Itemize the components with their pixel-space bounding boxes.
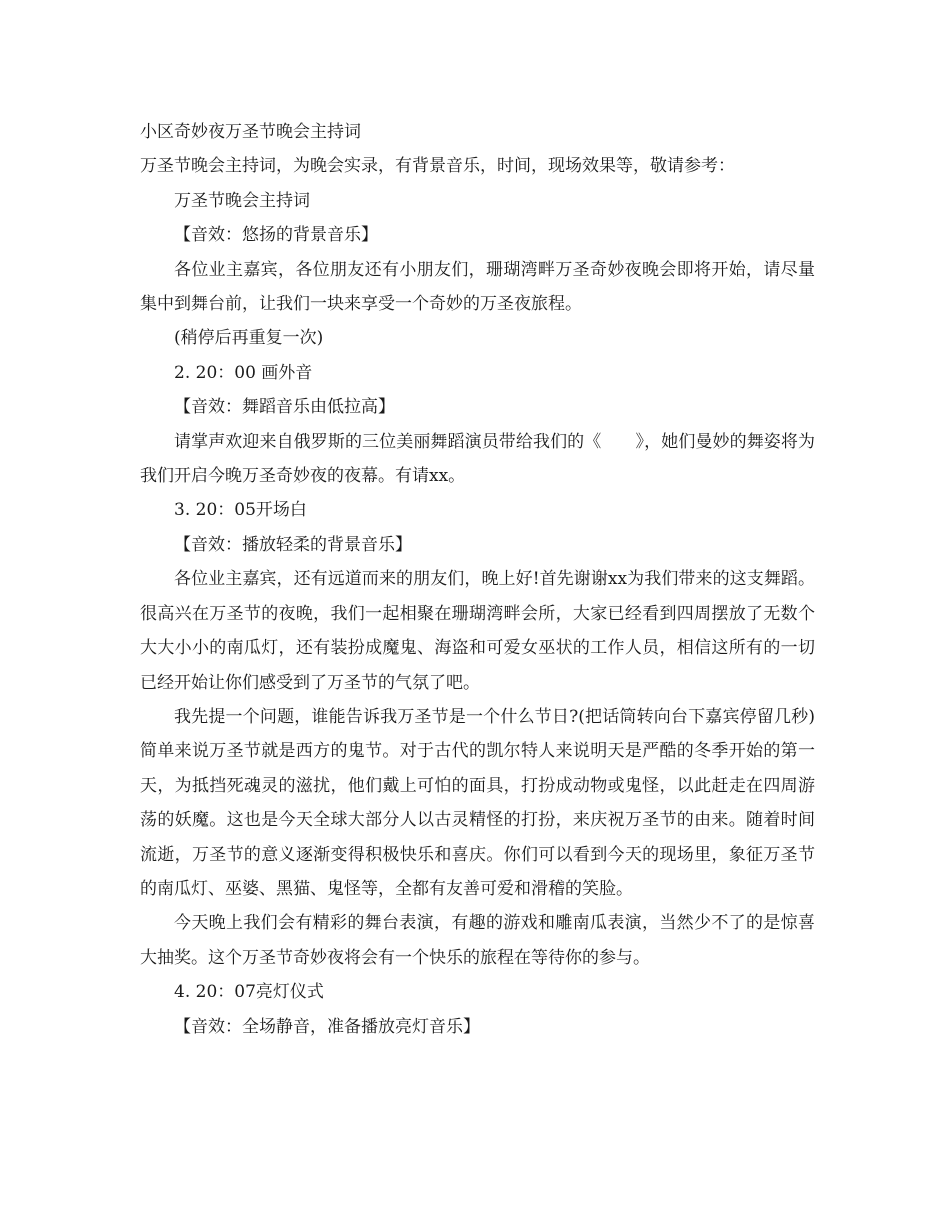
sound-effect-cue: 【音效：全场静音，准备播放亮灯音乐】 <box>174 1016 480 1037</box>
sound-effect-cue: 【音效：悠扬的背景音乐】 <box>174 225 378 246</box>
stage-direction: (稍停后再重复一次) <box>174 328 324 349</box>
host-paragraph: 今天晚上我们会有精彩的舞台表演，有趣的游戏和雕南瓜表演，当然少不了的是惊喜大抽奖。这个万圣节奇妙夜将会有一个快乐的旅程在等待你的参与。 <box>140 913 815 968</box>
section-heading: 4. 20：07亮灯仪式 <box>174 982 324 1003</box>
host-paragraph: 请掌声欢迎来自俄罗斯的三位美丽舞蹈演员带给我们的《 》，她们曼妙的舞姿将为我们开启今晚万圣奇妙夜的夜幕。有请xx。 <box>140 431 815 487</box>
section-heading: 3. 20：05开场白 <box>174 500 307 521</box>
document-intro: 万圣节晚会主持词，为晚会实录，有背景音乐，时间，现场效果等，敬请参考： <box>140 156 735 177</box>
sound-effect-cue: 【音效：舞蹈音乐由低拉高】 <box>174 397 395 418</box>
sound-effect-cue: 【音效：播放轻柔的背景音乐】 <box>174 534 412 555</box>
document-body <box>140 115 815 1044</box>
host-paragraph: 各位业主嘉宾，还有远道而来的朋友们，晚上好!首先谢谢xx为我们带来的这支舞蹈。很高兴在万圣节的夜晚，我们一起相聚在珊瑚湾畔会所，大家已经看到四周摆放了无数个大大小小的南瓜灯，还有装扮成魔鬼、海盗和可爱女巫状的工作人员，相信这所有的一切已经开始让你们感受到了万圣节的气氛了吧。 <box>140 569 815 693</box>
section-heading: 2. 20：00 画外音 <box>174 362 313 383</box>
host-paragraph: 我先提一个问题，谁能告诉我万圣节是一个什么节日?(把话筒转向台下嘉宾停留几秒)简单来说万圣节就是西方的鬼节。对于古代的凯尔特人来说明天是严酷的冬季开始的第一天，为抵挡死魂灵的滋扰，他们戴上可怕的面具，打扮成动物或鬼怪，以此赶走在四周游荡的妖魔。这也是今天全球大部分人以古灵精怪的打扮，来庆祝万圣节的由来。随着时间流逝，万圣节的意义逐渐变得积极快乐和喜庆。你们可以看到今天的现场里，象征万圣节的南瓜灯、巫婆、黑猫、鬼怪等，全都有友善可爱和滑稽的笑脸。 <box>140 706 815 899</box>
document-title: 小区奇妙夜万圣节晚会主持词 <box>140 122 361 142</box>
host-paragraph: 各位业主嘉宾，各位朋友还有小朋友们，珊瑚湾畔万圣奇妙夜晚会即将开始，请尽量集中到舞台前，让我们一块来享受一个奇妙的万圣夜旅程。 <box>140 259 815 315</box>
document-subtitle: 万圣节晚会主持词 <box>174 190 310 211</box>
